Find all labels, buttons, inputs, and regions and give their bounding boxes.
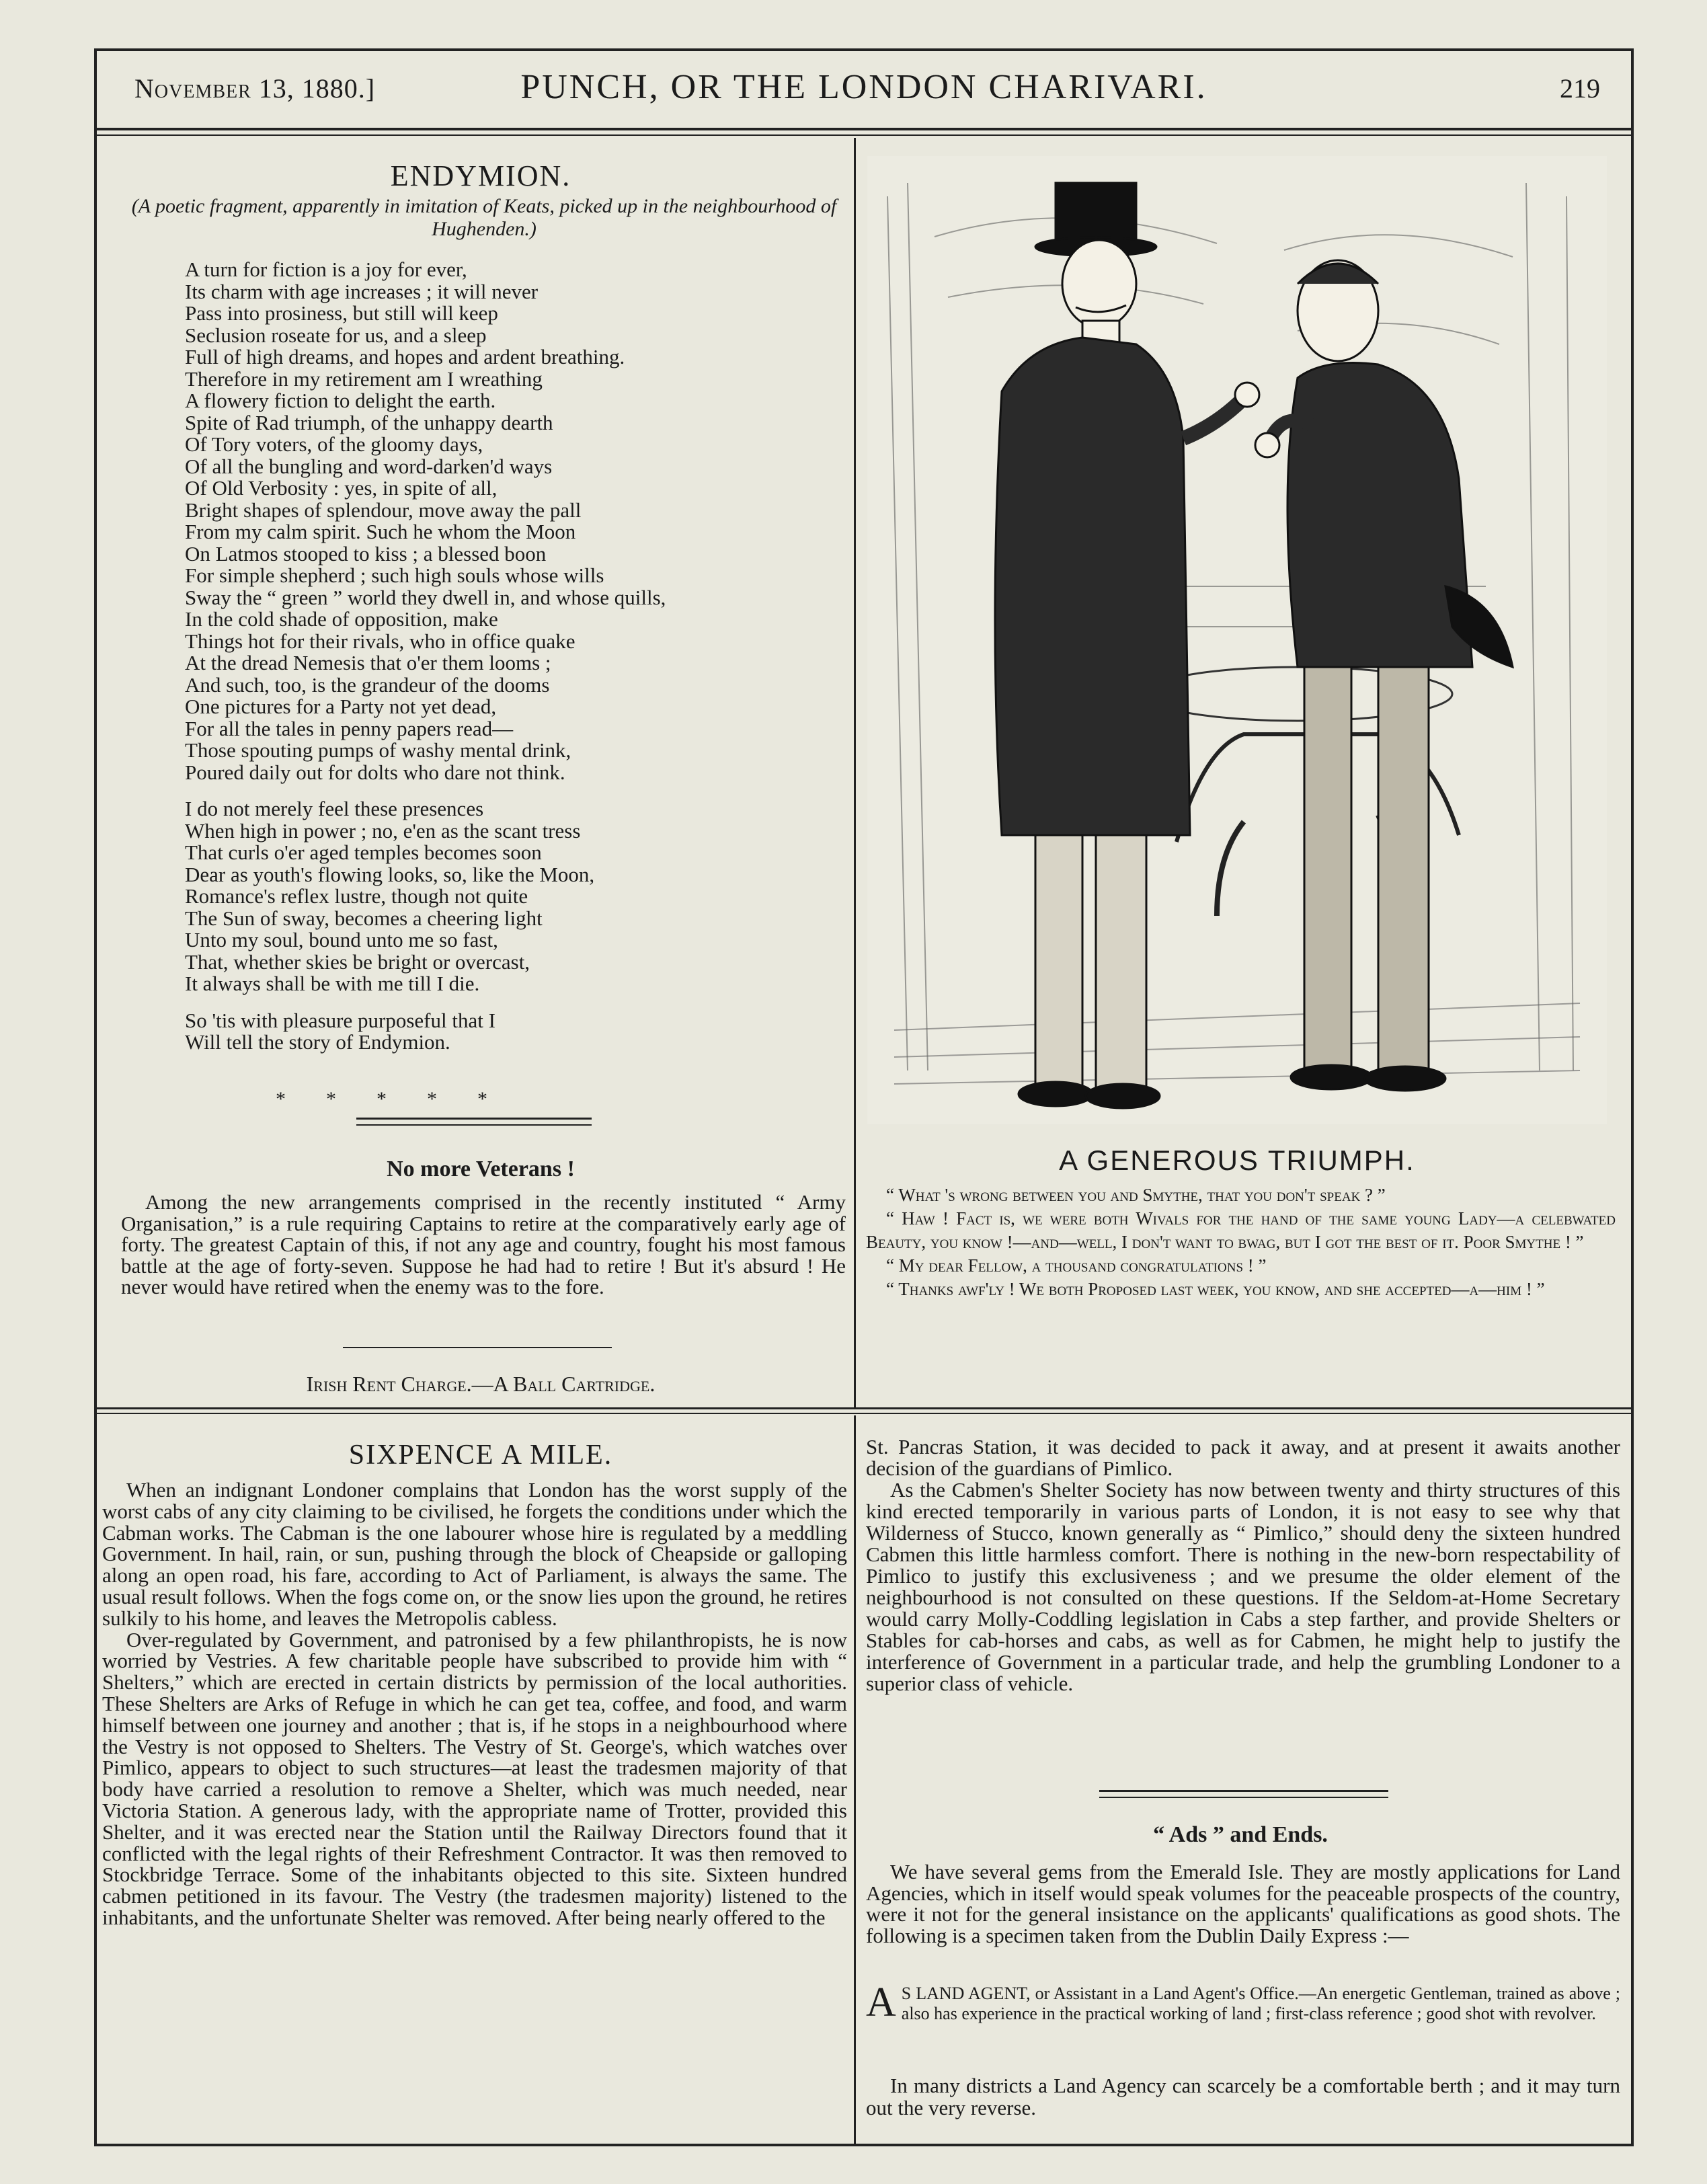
column-divider-bottom xyxy=(854,1415,856,2145)
ad-text: S LAND AGENT, or Assistant in a Land Agent's Office.—An energetic Gentleman, trained as above ; also has experience in the practical working of land ; first-class reference ; good shot with revolver. xyxy=(901,1984,1620,2023)
poem-line: Bright shapes of splendour, move away the pall xyxy=(185,498,582,522)
middle-rule xyxy=(94,1407,1634,1409)
sixpence-right-column xyxy=(866,1436,1620,1694)
header-rule-thin xyxy=(94,134,1634,136)
poem-line: That, whether skies be bright or overcast, xyxy=(185,949,530,974)
poem-line: Of all the bungling and word-darken'd ways xyxy=(185,454,553,478)
ads-text xyxy=(866,1861,1620,1946)
poem-line: A turn for fiction is a joy for ever, xyxy=(185,258,467,281)
poem-line: At the dread Nemesis that o'er them looms ; xyxy=(185,651,551,674)
poem-stanza-1 xyxy=(185,259,844,783)
endymion-title: ENDYMION. xyxy=(390,159,571,192)
masthead-title: PUNCH, OR THE LONDON CHARIVARI. xyxy=(520,68,1207,106)
poem-stanza-3 xyxy=(185,1010,844,1054)
poem-line: Pass into prosiness, but still will keep xyxy=(185,301,498,325)
poem-line: Its charm with age increases ; it will never xyxy=(185,279,539,303)
endymion-poem xyxy=(185,259,844,1068)
poem-line: Of Tory voters, of the gloomy days, xyxy=(185,432,483,456)
poem-line: I do not merely feel these presences xyxy=(185,797,484,820)
veterans-text xyxy=(121,1192,846,1298)
ads-closing-paragraph: In many districts a Land Agency can scarcely be a comfortable berth ; and it may turn out the very reverse. xyxy=(866,2074,1620,2119)
poem-line: Things hot for their rivals, who in office quake xyxy=(185,629,575,653)
poem-line: When high in power ; no, e'en as the scant tress xyxy=(185,818,581,843)
ads-paragraph: We have several gems from the Emerald Isle. They are mostly applications for Land Agencies, which in itself would speak volumes for the peaceable prospects of the country, were it not for the general insistance on the applicants' qualifications as good shots. The following is a specimen taken from the Dublin Daily Express :— xyxy=(866,1860,1620,1947)
poem-line: Sway the “ green ” world they dwell in, and whose quills, xyxy=(185,585,666,609)
veterans-paragraph: Among the new arrangements comprised in the recently instituted “ Army Organisation,” is a rule requiring Captains to retire at the comparatively early age of forty. The greatest Captain of this, if not any age and country, fought his most famous battle at the age of forty-seven. Suppose he had had to retire ! But it's absurd ! He never would have retired when the enemy was to the fore. xyxy=(121,1190,846,1298)
poem-line: That curls o'er aged temples becomes soon xyxy=(185,841,542,864)
section-stars: * * * * * xyxy=(276,1088,487,1110)
poem-line: And such, too, is the grandeur of the dooms xyxy=(185,672,550,697)
page-number: 219 xyxy=(1560,73,1600,104)
veterans-title: No more Veterans ! xyxy=(387,1157,575,1181)
poem-line: For all the tales in penny papers read— xyxy=(185,716,514,740)
sixpence-paragraph: Over-regulated by Government, and patronised by a few philanthropists, he is now worried by Vestries. A few charitable people have subscribed to provide him with “ Shelters,” which are erected in certain districts by permission of the local authorities. These Shelters are Arks of Refuge in which he can get tea, coffee, and food, and warm himself between one journey and another ; that is, if he stops in a neighbourhood where the Vestry is not opposed to Shelters. The Vestry of St. George's, which watches over Pimlico, appears to object to such structures—at least the tradesmen majority of that body have carried a resolution to remove a Shelter, which was much needed, near Victoria Station. A generous lady, with the appropriate name of Trotter, provided this Shelter, and it was erected near the Station until the Railway Directors found that it conflicted with the legal rights of their Refreshment Contractor. It was then removed to Stockbridge Terrace. Some of the inhabitants objected to this site. Sixteen hundred cabmen petitioned in its favour. The Vestry (the tradesmen majority) listened to the inhabitants, and the unfortunate Shelter was removed. After being nearly offered to the xyxy=(102,1627,847,1929)
issue-date: November 13, 1880.] xyxy=(134,73,376,104)
poem-line: Poured daily out for dolts who dare not think. xyxy=(185,760,565,784)
poem-line: From my calm spirit. Such he whom the Moon xyxy=(185,520,576,543)
header-rule xyxy=(94,128,1634,130)
poem-line: Therefore in my retirement am I wreathing xyxy=(185,366,543,391)
poem-stanza-2 xyxy=(185,798,844,995)
poem-line: A flowery fiction to delight the earth. xyxy=(185,389,496,412)
poem-line: Of Old Verbosity : yes, in spite of all, xyxy=(185,476,498,500)
section-divider xyxy=(1099,1797,1388,1798)
caption-line: “ Thanks awf'ly ! We both Proposed last week, you know, and she accepted—a—him ! ” xyxy=(886,1279,1545,1299)
section-divider xyxy=(343,1347,612,1348)
cartoon-illustration xyxy=(867,156,1607,1124)
poem-line: Those spouting pumps of washy mental drink, xyxy=(185,738,571,762)
sixpence-paragraph: When an indignant Londoner complains that London has the worst supply of the worst cabs of any city claiming to be civilised, he forgets the conditions under which the Cabman works. The Cabman is the one labourer whose hire is regulated by a meddling Government. In hail, rain, or sun, pushing through the block of Cheapside or galloping along an open road, his fare, according to Act of Parliament, is always the same. The usual result follows. When the fogs come on, or the snow lies upon the ground, he retires sulkily to his home, and leaves the Metropolis cabless. xyxy=(102,1478,847,1630)
poem-line: In the cold shade of opposition, make xyxy=(185,607,498,631)
poem-line: Spite of Rad triumph, of the unhappy dearth xyxy=(185,410,553,434)
land-agent-advertisement xyxy=(866,1980,1620,2025)
poem-line: One pictures for a Party not yet dead, xyxy=(185,695,497,718)
sixpence-title: SIXPENCE A MILE. xyxy=(348,1440,613,1471)
poem-line: Unto my soul, bound unto me so fast, xyxy=(185,928,498,951)
column-divider-top xyxy=(854,138,856,1409)
irish-rent-charge: Irish Rent Charge.—A Ball Cartridge. xyxy=(306,1372,656,1396)
endymion-subtitle: (A poetic fragment, apparently in imitation of Keats, picked up in the neighbourhood of Hughenden.) xyxy=(131,195,837,240)
poem-line: Will tell the story of Endymion. xyxy=(185,1030,450,1054)
ad-initial: A xyxy=(866,1980,896,2025)
poem-line: The Sun of sway, becomes a cheering light xyxy=(185,906,543,930)
poem-line: On Latmos stooped to kiss ; a blessed boon xyxy=(185,541,547,566)
poem-line: For simple shepherd ; such high souls whose wills xyxy=(185,563,604,587)
caption-line: “ My dear Fellow, a thousand congratulations ! ” xyxy=(886,1255,1267,1276)
ads-closing xyxy=(866,2074,1620,2119)
sixpence-paragraph: St. Pancras Station, it was decided to pack it away, and at present it awaits another decision of the guardians of Pimlico. xyxy=(866,1435,1620,1480)
section-divider xyxy=(356,1124,592,1126)
sixpence-paragraph: As the Cabmen's Shelter Society has now between twenty and thirty structures of this kind erected temporarily in various parts of London, it is not easy to see why that Wilderness of Stucco, known generally as “ Pimlico,” should deny the sixteen hundred Cabmen this little harmless comfort. There is nothing in the new-born respectability of Pimlico to justify this exclusiveness ; and we presume the older element of the neighbourhood is not consulted on these questions. If the Seldom-at-Home Secretary would carry Molly-Coddling legislation in Cabs a step farther, and provide Shelters or Stables for cab-horses and cabs, as well as for Cabmen, he might help to justify the interference of Government in a particular trade, and help the grumbling Londoner to a superior class of vehicle. xyxy=(866,1478,1620,1695)
poem-line: Dear as youth's flowing looks, so, like the Moon, xyxy=(185,862,595,886)
poem-line: So 'tis with pleasure purposeful that I xyxy=(185,1008,495,1032)
poem-line: Romance's reflex lustre, though not quite xyxy=(185,884,528,908)
poem-line: It always shall be with me till I die. xyxy=(185,972,480,995)
sixpence-left-column xyxy=(102,1479,847,1928)
poem-line: Seclusion roseate for us, and a sleep xyxy=(185,323,487,347)
cartoon-drawing xyxy=(867,156,1607,1124)
cartoon-caption xyxy=(866,1183,1616,1301)
caption-line: “ What 's wrong between you and Smythe, that you don't speak ? ” xyxy=(886,1185,1386,1205)
section-divider xyxy=(1099,1790,1388,1792)
poem-line: Full of high dreams, and hopes and ardent breathing. xyxy=(185,345,625,368)
caption-line: “ Haw ! Fact is, we were both Wivals for the hand of the same young Lady—a celebwated Beauty, you know !—and—well, I don't want to bwag, but I got the best of it. Poor Smythe ! ” xyxy=(866,1208,1616,1252)
middle-rule-thin xyxy=(94,1413,1634,1414)
ads-title: “ Ads ” and Ends. xyxy=(1153,1822,1328,1847)
section-divider xyxy=(356,1118,592,1120)
cartoon-title: A GENEROUS TRIUMPH. xyxy=(1059,1144,1415,1176)
